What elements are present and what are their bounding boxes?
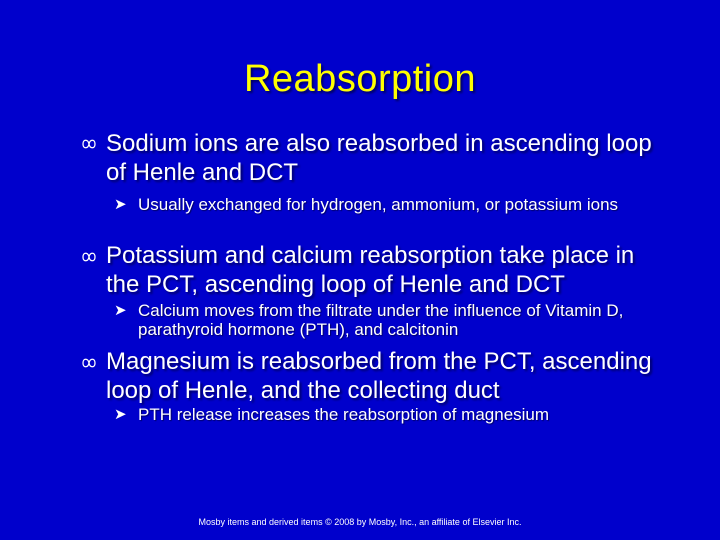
- bullet-2-text: Potassium and calcium reabsorption take place in the PCT, ascending loop of Henle and DCT: [106, 242, 635, 298]
- arrowhead-icon: ➤: [114, 196, 127, 213]
- bullet-2-sub-text: Calcium moves from the filtrate under the influence of Vitamin D, parathyroid hormone (PTH), and calcitonin: [138, 301, 624, 339]
- arrowhead-icon: ➤: [114, 302, 127, 319]
- bullet-3-sub-text: PTH release increases the reabsorption of magnesium: [138, 405, 550, 424]
- loop-icon: [80, 135, 98, 153]
- copyright-footer: Mosby items and derived items © 2008 by Mosby, Inc., an affiliate of Elsevier Inc.: [198, 517, 522, 527]
- bullet-3-text: Magnesium is reabsorbed from the PCT, ascending loop of Henle, and the collecting duct: [106, 348, 652, 404]
- loop-icon: [80, 248, 98, 266]
- arrowhead-icon: ➤: [114, 406, 127, 423]
- bullet-1-sub-text: Usually exchanged for hydrogen, ammonium, or potassium ions: [138, 195, 619, 214]
- loop-icon: [80, 354, 98, 372]
- bullet-1-text: Sodium ions are also reabsorbed in ascending loop of Henle and DCT: [106, 130, 652, 186]
- slide-title: Reabsorption: [243, 58, 477, 100]
